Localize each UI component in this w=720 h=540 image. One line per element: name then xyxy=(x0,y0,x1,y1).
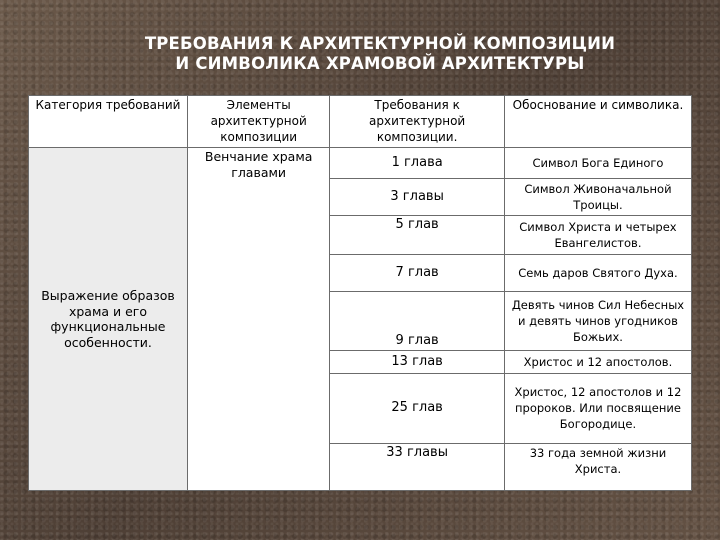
header-requirements: Требования к архитектурной композиции. xyxy=(330,96,505,148)
symbol-cell: Символ Живоначальной Троицы. xyxy=(504,179,691,216)
element-cell: Венчание храма главами xyxy=(187,148,329,491)
symbol-cell: Семь даров Святого Духа. xyxy=(504,254,691,291)
symbol-cell: Символ Христа и четырех Евангелистов. xyxy=(504,216,691,255)
header-rationale: Обоснование и символика. xyxy=(504,96,691,148)
requirement-cell: 25 глав xyxy=(330,373,505,443)
symbol-cell: 33 года земной жизни Христа. xyxy=(504,443,691,490)
requirement-cell: 13 глав xyxy=(330,351,505,374)
slide-title-line-1: ТРЕБОВАНИЯ К АРХИТЕКТУРНОЙ КОМПОЗИЦИИ xyxy=(144,34,616,53)
slide-title-line-2: И СИМВОЛИКА ХРАМОВОЙ АРХИТЕКТУРЫ xyxy=(175,54,585,73)
symbol-cell: Девять чинов Сил Небесных и девять чинов угодников Божьих. xyxy=(504,291,691,351)
category-cell: Выражение образов храма и его функциональные особенности. xyxy=(29,148,188,491)
requirement-cell: 7 глав xyxy=(330,254,505,291)
symbol-cell: Христос, 12 апостолов и 12 пророков. Или посвящение Богородице. xyxy=(504,373,691,443)
header-elements: Элементы архитектурной композиции xyxy=(187,96,329,148)
requirement-cell: 9 глав xyxy=(330,291,505,351)
requirement-cell: 5 глав xyxy=(330,216,505,255)
table-row xyxy=(29,148,692,179)
requirement-cell: 33 главы xyxy=(330,443,505,490)
requirements-table xyxy=(28,95,692,491)
table-header-row xyxy=(29,96,692,148)
requirement-cell: 1 глава xyxy=(330,148,505,179)
symbol-cell: Христос и 12 апостолов. xyxy=(504,351,691,374)
header-category: Категория требований xyxy=(29,96,188,148)
requirement-cell: 3 главы xyxy=(330,179,505,216)
slide-title xyxy=(40,34,720,74)
symbol-cell: Символ Бога Единого xyxy=(504,148,691,179)
